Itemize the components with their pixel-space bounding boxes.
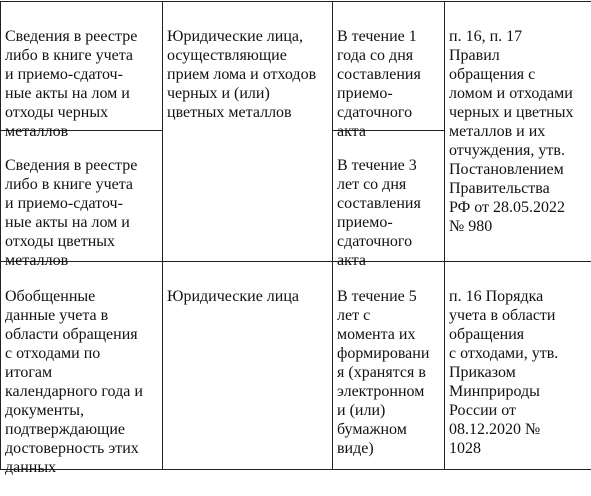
- cell-text: Сведения в реестре либо в книге учета и приемо-сдаточ- ные акты на лом и отходы черных металлов: [5, 28, 138, 140]
- cell-r3-c1: [1, 262, 161, 476]
- cell-text: Сведения в реестре либо в книге учета и приемо-сдаточ- ные акты на лом и отходы цветных металлов: [5, 157, 138, 269]
- cell-text: В течение 5 лет с момента их формировани я (хранятся в электронном и (или) бумажном виде): [337, 288, 430, 457]
- cell-text: Юридические лица, осуществляющие прием лома и отходов черных и (или) цветных металлов: [167, 28, 317, 121]
- cell-r12-c2-merged: [163, 2, 331, 261]
- cell-text: п. 16, п. 17 Правил обращения с ломом и отходами черных и цветных металлов и их отчуждения, утв. Постановлением Правительства РФ от 28.05.2022 № 980: [449, 28, 574, 235]
- cell-text: Обобщенные данные учета в области обращения с отходами по итогам календарного года и документы, подтверждающие достоверность этих данных: [5, 288, 143, 476]
- cell-r1-c3: [333, 2, 443, 140]
- cell-r2-c1: [1, 131, 161, 269]
- cell-r12-c4-merged: [445, 2, 591, 261]
- cell-r3-c3: [333, 262, 443, 469]
- cell-r2-c3: [333, 131, 443, 269]
- cell-text: Юридические лица: [167, 288, 300, 305]
- cell-r3-c4: [445, 262, 591, 469]
- cell-text: п. 16 Порядка учета в области обращения с отходами, утв. Приказом Минприроды России от 08.12.2020 № 1028: [449, 288, 559, 457]
- cell-r3-c2: [163, 262, 331, 469]
- cell-r1-c1: [1, 2, 161, 140]
- cell-text: В течение 3 лет со дня составления приемо- сдаточного акта: [337, 157, 421, 269]
- cell-text: В течение 1 года со дня составления приемо- сдаточного акта: [337, 28, 421, 140]
